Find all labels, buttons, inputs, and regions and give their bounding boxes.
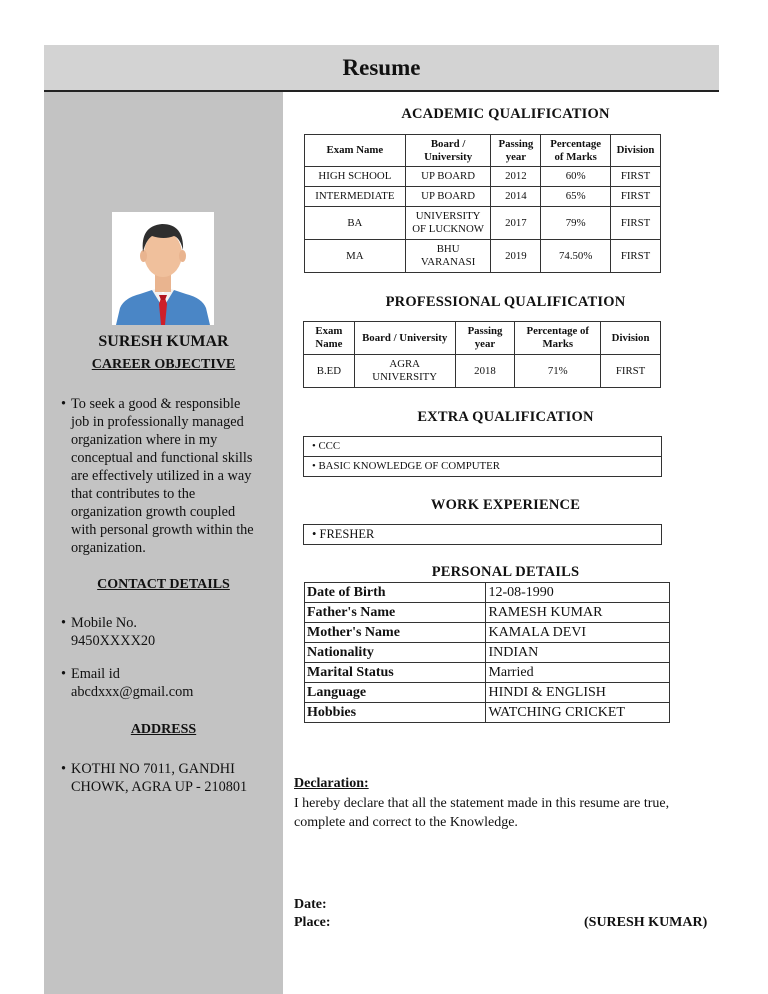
- cell-text: VARANASI: [420, 256, 476, 268]
- professional-heading: PROFESSIONAL QUALIFICATION: [385, 294, 626, 310]
- table-cell: [491, 167, 541, 187]
- cell-text: University: [424, 150, 473, 163]
- table-cell: [305, 167, 406, 187]
- profile-photo: [112, 212, 214, 325]
- cell-text: 60%: [565, 170, 586, 182]
- cell-text: FIRST: [620, 249, 651, 262]
- objective-line: that contributes to the: [71, 486, 196, 502]
- professional-table: [303, 321, 661, 388]
- academic-heading: ACADEMIC QUALIFICATION: [401, 106, 610, 122]
- cell-text: Board /: [430, 137, 466, 150]
- personal-row: [305, 683, 670, 703]
- cell-text: AGRA: [389, 358, 420, 370]
- personal-value: RAMESH KUMAR: [486, 603, 670, 623]
- column-header: [354, 322, 455, 355]
- contact-details-heading: CONTACT DETAILS: [97, 577, 230, 592]
- cell-text: Marks: [542, 338, 574, 350]
- table-cell: [405, 167, 491, 187]
- table-cell: [491, 207, 541, 240]
- title-bar: [44, 45, 719, 92]
- declaration-heading: Declaration:: [294, 776, 369, 791]
- table-row: [305, 187, 661, 207]
- email-address: abcdxxx@gmail.com: [71, 684, 194, 700]
- signature: (SURESH KUMAR): [584, 915, 708, 930]
- cell-text: Exam: [315, 325, 343, 337]
- personal-key: Hobbies: [305, 703, 486, 723]
- table-cell: [491, 240, 541, 273]
- date-label: Date:: [294, 897, 327, 912]
- cell-text: UNIVERSITY: [415, 210, 481, 222]
- table-cell: [305, 240, 406, 273]
- column-header: [601, 322, 661, 355]
- cell-text: B.ED: [316, 364, 342, 377]
- work-experience-heading: WORK EXPERIENCE: [430, 497, 581, 513]
- column-header: [611, 135, 661, 167]
- personal-key: Date of Birth: [305, 583, 486, 603]
- table-row: [304, 355, 661, 388]
- table-cell: [405, 240, 491, 273]
- personal-key: Father's Name: [305, 603, 486, 623]
- objective-line: job in professionally managed: [71, 414, 244, 430]
- cell-text: UP BOARD: [421, 190, 476, 202]
- address-line: CHOWK, AGRA UP - 210801: [71, 779, 248, 795]
- personal-key: Nationality: [305, 643, 486, 663]
- email-label: Email id: [71, 666, 120, 682]
- column-header: [305, 135, 406, 167]
- personal-value: Married: [486, 663, 670, 683]
- table-row: [305, 167, 661, 187]
- table-cell: [354, 355, 455, 388]
- table-cell: [541, 207, 611, 240]
- table-cell: [541, 167, 611, 187]
- place-label: Place:: [294, 915, 331, 930]
- cell-text: 79%: [565, 216, 586, 229]
- career-objective-text: [56, 395, 281, 557]
- cell-text: Percentage of: [526, 325, 589, 337]
- cell-text: FIRST: [620, 216, 651, 229]
- table-header-row: [304, 322, 661, 355]
- cell-text: 74.50%: [559, 249, 593, 262]
- cell-text: Division: [611, 331, 650, 344]
- personal-row: [305, 583, 670, 603]
- cell-text: MA: [346, 249, 364, 262]
- personal-row: [305, 663, 670, 683]
- cell-text: Exam Name: [326, 144, 384, 156]
- cell-text: year: [505, 150, 527, 163]
- cell-text: UNIVERSITY: [372, 371, 438, 383]
- cell-text: Division: [616, 144, 655, 156]
- cell-text: 65%: [565, 190, 586, 202]
- objective-line: To seek a good & responsible: [71, 396, 241, 412]
- career-objective-heading: CAREER OBJECTIVE: [91, 357, 236, 372]
- mobile-label: Mobile No.: [71, 615, 137, 631]
- extra-item: • CCC: [312, 440, 341, 452]
- personal-value: 12-08-1990: [486, 583, 670, 603]
- cell-text: Passing: [467, 325, 503, 337]
- personal-key: Mother's Name: [305, 623, 486, 643]
- personal-details-table: [304, 582, 670, 723]
- table-cell: [405, 187, 491, 207]
- personal-key: Marital Status: [305, 663, 486, 683]
- table-cell: [611, 240, 661, 273]
- objective-line: with personal growth within the: [71, 522, 254, 538]
- bullet: •: [61, 615, 67, 631]
- column-header: [515, 322, 601, 355]
- extra-item: • BASIC KNOWLEDGE OF COMPUTER: [304, 456, 661, 476]
- candidate-name: SURESH KUMAR: [98, 333, 229, 350]
- objective-line: organization where in my: [71, 432, 218, 448]
- cell-text: FIRST: [620, 190, 651, 202]
- cell-text: 71%: [547, 364, 568, 377]
- personal-value: HINDI & ENGLISH: [486, 683, 670, 703]
- table-row: [305, 240, 661, 273]
- table-row: [305, 207, 661, 240]
- personal-value: WATCHING CRICKET: [486, 703, 670, 723]
- address-block: [56, 760, 281, 796]
- table-cell: [541, 240, 611, 273]
- cell-text: Passing: [498, 137, 534, 150]
- bullet: •: [61, 761, 67, 777]
- extra-qualification-box: [303, 436, 662, 477]
- objective-line: are effectively utilized in a way: [71, 468, 252, 484]
- table-cell: [305, 187, 406, 207]
- table-cell: [611, 187, 661, 207]
- cell-text: FIRST: [620, 170, 651, 182]
- work-item: • FRESHER: [312, 527, 375, 541]
- column-header: [455, 322, 515, 355]
- column-header: [541, 135, 611, 167]
- mobile-block: [56, 614, 281, 650]
- cell-text: FIRST: [615, 364, 646, 377]
- table-cell: [541, 187, 611, 207]
- table-cell: [491, 187, 541, 207]
- cell-text: HIGH SCHOOL: [318, 170, 392, 182]
- objective-line: conceptual and functional skills: [71, 450, 253, 466]
- cell-text: INTERMEDIATE: [315, 190, 395, 202]
- table-cell: [601, 355, 661, 388]
- objective-line: organization.: [71, 540, 146, 556]
- page-title: Resume: [342, 55, 421, 80]
- personal-row: [305, 703, 670, 723]
- personal-value: INDIAN: [486, 643, 670, 663]
- cell-text: 2017: [505, 216, 527, 229]
- declaration-text: I hereby declare that all the statement made in this resume are true, complete and correct to the Knowledge.: [294, 796, 670, 830]
- personal-value: KAMALA DEVI: [486, 623, 670, 643]
- personal-row: [305, 643, 670, 663]
- cell-text: UP BOARD: [421, 170, 476, 182]
- table-cell: [305, 207, 406, 240]
- personal-row: [305, 623, 670, 643]
- bullet: •: [61, 666, 67, 682]
- table-cell: [405, 207, 491, 240]
- table-header-row: [305, 135, 661, 167]
- column-header: [491, 135, 541, 167]
- personal-details-heading: PERSONAL DETAILS: [431, 564, 580, 580]
- mobile-number: 9450XXXX20: [71, 633, 156, 649]
- cell-text: Name: [315, 338, 343, 350]
- cell-text: of Marks: [554, 150, 597, 163]
- main-content: [283, 92, 768, 994]
- table-cell: [515, 355, 601, 388]
- cell-text: Percentage: [550, 137, 602, 150]
- table-cell: [455, 355, 515, 388]
- sidebar: [44, 92, 283, 994]
- address-heading: ADDRESS: [130, 722, 197, 737]
- extra-qualification-heading: EXTRA QUALIFICATION: [417, 409, 594, 425]
- column-header: [304, 322, 355, 355]
- cell-text: Board / University: [362, 331, 448, 344]
- cell-text: BA: [347, 216, 363, 229]
- cell-text: 2012: [505, 170, 527, 182]
- cell-text: BHU: [436, 243, 460, 255]
- person-avatar-icon: [112, 212, 214, 325]
- objective-line: organization growth coupled: [71, 504, 236, 520]
- column-header: [405, 135, 491, 167]
- address-line: KOTHI NO 7011, GANDHI: [71, 761, 235, 777]
- bullet: •: [61, 396, 67, 412]
- cell-text: OF LUCKNOW: [412, 223, 484, 235]
- cell-text: 2014: [505, 190, 527, 202]
- work-experience-box: [303, 524, 662, 545]
- cell-text: year: [474, 338, 496, 350]
- cell-text: 2019: [505, 249, 527, 262]
- personal-row: [305, 603, 670, 623]
- table-cell: [611, 207, 661, 240]
- personal-key: Language: [305, 683, 486, 703]
- table-cell: [611, 167, 661, 187]
- email-block: [56, 665, 281, 701]
- cell-text: 2018: [474, 364, 496, 377]
- table-cell: [304, 355, 355, 388]
- academic-table: [304, 134, 661, 273]
